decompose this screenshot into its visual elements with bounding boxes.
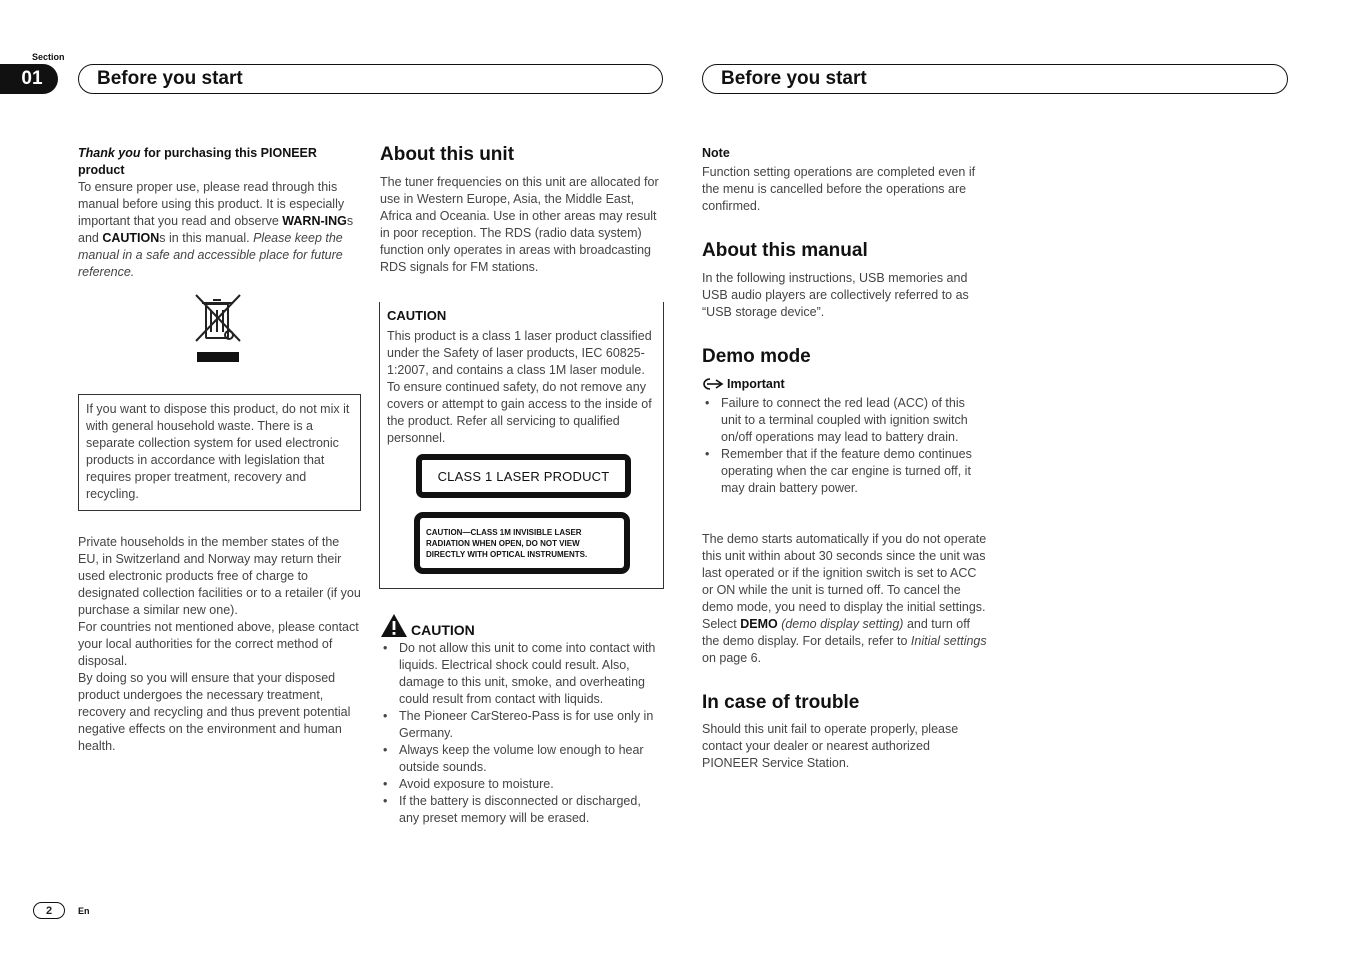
important-item: • Failure to connect the red lead (ACC) of this unit to a terminal coupled with ignition switch on/off operations may lead to battery drain. xyxy=(702,395,984,446)
initial-settings-ref: Initial settings xyxy=(910,634,987,648)
disposal-para-2: For countries not mentioned above, please contact your local authorities for the correct method of disposal. xyxy=(78,620,359,668)
about-manual-title: About this manual xyxy=(702,240,868,261)
class1m-warning-label-text: CAUTION—CLASS 1M INVISIBLE LASER RADIATION WHEN OPEN, DO NOT VIEW DIRECTLY WITH OPTICAL INSTRUMENTS. xyxy=(426,527,588,559)
caution-list xyxy=(380,640,663,827)
intro-heading: for purchasing this PIONEER product xyxy=(78,146,317,177)
note-title: Note xyxy=(702,146,730,160)
important-list xyxy=(702,395,984,497)
disposal-text: If you want to dispose this product, do not mix it with general household waste. There is a separate collection system for used electronic products in accordance with legislation that requires proper treatment, recovery and recycling. xyxy=(86,402,350,501)
caution-item: • Always keep the volume low enough to hear outside sounds. xyxy=(380,742,663,776)
caution-item: • Avoid exposure to moisture. xyxy=(380,776,663,793)
demo-text xyxy=(702,531,989,667)
header-right xyxy=(702,64,1288,94)
caution-item: • The Pioneer CarStereo-Pass is for use only in Germany. xyxy=(380,708,663,742)
intro-paragraph xyxy=(78,145,363,281)
disposal-info xyxy=(78,534,363,755)
intro-thank-you: Thank you xyxy=(78,146,141,160)
demo-text-2: and turn off the demo display. For details, refer to xyxy=(702,617,970,648)
about-manual-text: In the following instructions, USB memories and USB audio players are collectively referred to as “USB storage device”. xyxy=(702,271,969,319)
about-unit-text: The tuner frequencies on this unit are allocated for use in Western Europe, Asia, the Middle East, Africa and Oceania. Use in other areas may result in poor reception. The RDS (radio data system) function only operates in areas with broadcasting RDS signals for FM stations. xyxy=(380,175,659,274)
page-number: 2 xyxy=(33,902,65,919)
intro-caution: CAUTION xyxy=(102,231,160,245)
important-heading xyxy=(702,377,785,391)
disposal-box xyxy=(78,394,361,511)
laser-caution-text: This product is a class 1 laser product classified under the Safety of laser products, IEC 60825-1:2007, and contains a class 1M laser module. To ensure continued safety, do not remove any covers or attempt to gain access to the inside of the product. Refer all servicing to qualified personnel. xyxy=(387,329,652,445)
caution-item: • Do not allow this unit to come into contact with liquids. Electrical shock could result. Also, damage to this unit, smoke, and overheating could result from contact with liquids. xyxy=(380,640,663,708)
header-right-title: Before you start xyxy=(721,68,867,89)
intro-text-3: s in this manual. xyxy=(159,231,254,245)
important-icon xyxy=(702,377,724,391)
important-label: Important xyxy=(727,377,785,391)
caution-heading-text: CAUTION xyxy=(411,622,475,638)
language-code: En xyxy=(78,906,90,916)
demo-mode-title: Demo mode xyxy=(702,346,811,367)
crossed-bin-icon xyxy=(193,292,245,364)
important-item: • Remember that if the feature demo continues operating when the car engine is turned off, it may drain battery power. xyxy=(702,446,984,497)
intro-warning: WARN-ING xyxy=(282,214,347,228)
header-left-title: Before you start xyxy=(97,68,243,89)
disposal-para-3: By doing so you will ensure that your disposed product undergoes the necessary treatment, recovery and recycling and thus prevent potential negative effects on the environment and human health. xyxy=(78,671,351,753)
demo-setting-desc: (demo display setting) xyxy=(777,617,904,631)
laser-caution-title: CAUTION xyxy=(387,308,447,323)
disposal-para-1: Private households in the member states of the EU, in Switzerland and Norway may return their used electronic products free of charge to designated collection facilities or to a retailer (if you purchase a similar new one). xyxy=(78,535,361,617)
intro-text-1: To ensure proper use, please read through this manual before using this product. It is especially important that you read and observe xyxy=(78,180,345,228)
demo-text-1: The demo starts automatically if you do not operate this unit within about 30 seconds since the unit was last operated or if the ignition switch is set to ACC or ON while the unit is turned off. To cancel the demo mode, you need to display the initial settings. Select xyxy=(702,532,987,631)
caution-item: • If the battery is disconnected or discharged, any preset memory will be erased. xyxy=(380,793,663,827)
intro-text-2: s and xyxy=(78,214,354,245)
class1m-warning-label xyxy=(414,512,630,574)
note-text: Function setting operations are completed even if the menu is cancelled before the operations are confirmed. xyxy=(702,165,976,213)
demo-text-3: on page 6. xyxy=(702,651,762,665)
class1-laser-label-text: CLASS 1 LASER PRODUCT xyxy=(437,468,610,484)
demo-setting-name: DEMO xyxy=(740,617,778,631)
warning-triangle-icon xyxy=(380,613,408,638)
about-unit-title: About this unit xyxy=(380,144,515,165)
section-label: Section xyxy=(32,52,65,62)
section-number: 01 xyxy=(0,64,58,94)
laser-caution-box xyxy=(379,302,664,589)
caution-heading xyxy=(380,613,475,638)
header-left xyxy=(78,64,663,94)
trouble-title: In case of trouble xyxy=(702,692,860,713)
class1-laser-label xyxy=(416,454,631,498)
intro-keep-manual: Please keep the manual in a safe and accessible place for future reference. xyxy=(78,231,343,279)
trouble-text: Should this unit fail to operate properly, please contact your dealer or nearest authorized PIONEER Service Station. xyxy=(702,722,959,770)
